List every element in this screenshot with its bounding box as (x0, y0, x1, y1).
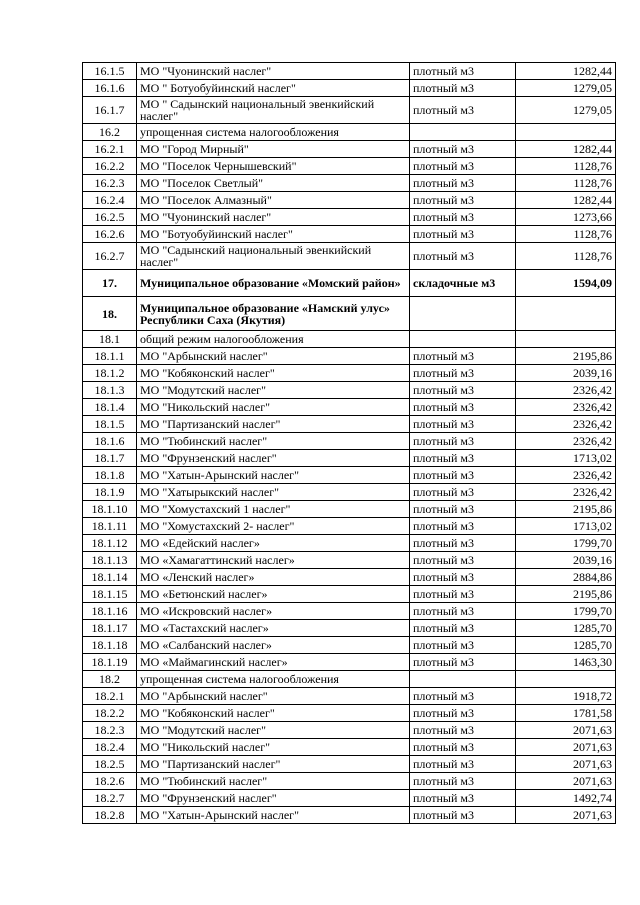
municipality-header-row (83, 297, 616, 331)
unit-cell: плотный м3 (410, 175, 516, 192)
table-row (83, 158, 616, 175)
unit-cell: плотный м3 (410, 705, 516, 722)
unit-cell: плотный м3 (410, 467, 516, 484)
table-row (83, 209, 616, 226)
unit-cell: складочные м3 (410, 270, 516, 297)
municipality-name: МО "Никольский наслег" (137, 399, 410, 416)
unit-cell: плотный м3 (410, 382, 516, 399)
row-number: 18.2.8 (83, 807, 137, 824)
row-number: 18.1.1 (83, 348, 137, 365)
municipality-name: МО "Никольский наслег" (137, 739, 410, 756)
price-cell: 2884,86 (516, 569, 616, 586)
unit-cell (410, 671, 516, 688)
municipality-name: МО "Арбынский наслег" (137, 348, 410, 365)
row-number: 18.2.7 (83, 790, 137, 807)
table-row (83, 535, 616, 552)
unit-cell: плотный м3 (410, 484, 516, 501)
row-number: 18.1.2 (83, 365, 137, 382)
tax-regime-label: упрощенная система налогообложения (137, 124, 410, 141)
price-cell: 2326,42 (516, 416, 616, 433)
row-number: 18.1.10 (83, 501, 137, 518)
row-number: 16.2.1 (83, 141, 137, 158)
price-cell: 2326,42 (516, 382, 616, 399)
row-number: 18.1.5 (83, 416, 137, 433)
price-cell: 2071,63 (516, 722, 616, 739)
price-cell: 2326,42 (516, 484, 616, 501)
row-number: 18.1.6 (83, 433, 137, 450)
row-number: 16.1.6 (83, 80, 137, 97)
table-row (83, 63, 616, 80)
table-row (83, 416, 616, 433)
unit-cell: плотный м3 (410, 158, 516, 175)
municipality-name: МО "Тюбинский наслег" (137, 773, 410, 790)
row-number: 17. (83, 270, 137, 297)
municipality-name: МО "Тюбинский наслег" (137, 433, 410, 450)
unit-cell: плотный м3 (410, 552, 516, 569)
municipality-name: МО "Чуонинский наслег" (137, 209, 410, 226)
row-number: 16.2.6 (83, 226, 137, 243)
unit-cell: плотный м3 (410, 620, 516, 637)
municipality-name: МО "Поселок Светлый" (137, 175, 410, 192)
price-cell: 2071,63 (516, 807, 616, 824)
row-number: 18.1.17 (83, 620, 137, 637)
price-cell: 1128,76 (516, 158, 616, 175)
municipality-name: МО " Садынский национальный эвенкийский наслег" (137, 97, 410, 124)
unit-cell: плотный м3 (410, 80, 516, 97)
table-row (83, 141, 616, 158)
row-number: 18.2.4 (83, 739, 137, 756)
unit-cell: плотный м3 (410, 569, 516, 586)
unit-cell: плотный м3 (410, 586, 516, 603)
unit-cell: плотный м3 (410, 365, 516, 382)
unit-cell: плотный м3 (410, 416, 516, 433)
row-number: 18.1.9 (83, 484, 137, 501)
table-row (83, 586, 616, 603)
municipality-name: МО "Чуонинский наслег" (137, 63, 410, 80)
municipality-name: МО «Салбанский наслег» (137, 637, 410, 654)
unit-cell: плотный м3 (410, 688, 516, 705)
table-row (83, 382, 616, 399)
municipality-name: МО "Поселок Алмазный" (137, 192, 410, 209)
row-number: 16.2.3 (83, 175, 137, 192)
price-cell: 2195,86 (516, 501, 616, 518)
unit-cell: плотный м3 (410, 773, 516, 790)
table-row (83, 790, 616, 807)
row-number: 18.2.2 (83, 705, 137, 722)
unit-cell: плотный м3 (410, 603, 516, 620)
row-number: 18.2.1 (83, 688, 137, 705)
row-number: 18.2.6 (83, 773, 137, 790)
price-cell: 2195,86 (516, 348, 616, 365)
row-number: 16.2.5 (83, 209, 137, 226)
municipality-name: МО «Тастахский наслег» (137, 620, 410, 637)
price-cell: 1282,44 (516, 63, 616, 80)
municipality-header-row (83, 270, 616, 297)
price-table-body (83, 63, 616, 824)
section-row (83, 331, 616, 348)
table-row (83, 552, 616, 569)
table-row (83, 722, 616, 739)
unit-cell: плотный м3 (410, 192, 516, 209)
price-cell (516, 331, 616, 348)
table-row (83, 739, 616, 756)
price-cell: 1918,72 (516, 688, 616, 705)
table-row (83, 518, 616, 535)
table-row (83, 705, 616, 722)
municipality-name: МО "Хатырыкский наслег" (137, 484, 410, 501)
municipality-name: МО "Модутский наслег" (137, 382, 410, 399)
tax-regime-label: упрощенная система налогообложения (137, 671, 410, 688)
price-cell: 1128,76 (516, 226, 616, 243)
unit-cell: плотный м3 (410, 226, 516, 243)
table-row (83, 365, 616, 382)
row-number: 18.2.3 (83, 722, 137, 739)
row-number: 18.1 (83, 331, 137, 348)
price-cell: 1279,05 (516, 80, 616, 97)
unit-cell: плотный м3 (410, 209, 516, 226)
price-cell (516, 297, 616, 331)
row-number: 16.2.7 (83, 243, 137, 270)
municipality-name: МО "Хомустахский 2- наслег" (137, 518, 410, 535)
price-cell: 2326,42 (516, 433, 616, 450)
unit-cell: плотный м3 (410, 501, 516, 518)
unit-cell: плотный м3 (410, 756, 516, 773)
municipality-name: МО «Бетюнский наслег» (137, 586, 410, 603)
table-row (83, 450, 616, 467)
price-cell: 1273,66 (516, 209, 616, 226)
row-number: 18.1.18 (83, 637, 137, 654)
municipality-name: МО "Хатын-Арынский наслег" (137, 807, 410, 824)
municipality-name: МО "Модутский наслег" (137, 722, 410, 739)
price-cell: 1282,44 (516, 141, 616, 158)
price-cell: 2195,86 (516, 586, 616, 603)
unit-cell: плотный м3 (410, 722, 516, 739)
table-row (83, 467, 616, 484)
price-cell: 2071,63 (516, 773, 616, 790)
table-row (83, 226, 616, 243)
municipality-name: МО "Садынский национальный эвенкийский наслег" (137, 243, 410, 270)
row-number: 16.1.5 (83, 63, 137, 80)
price-cell: 1713,02 (516, 450, 616, 467)
unit-cell: плотный м3 (410, 348, 516, 365)
price-cell: 1279,05 (516, 97, 616, 124)
municipality-name: МО «Искровский наслег» (137, 603, 410, 620)
row-number: 18.1.8 (83, 467, 137, 484)
unit-cell: плотный м3 (410, 535, 516, 552)
price-cell: 1492,74 (516, 790, 616, 807)
row-number: 18.1.4 (83, 399, 137, 416)
table-row (83, 433, 616, 450)
row-number: 18. (83, 297, 137, 331)
unit-cell: плотный м3 (410, 399, 516, 416)
table-row (83, 807, 616, 824)
row-number: 18.2 (83, 671, 137, 688)
municipality-name: МО " Ботуобуйинский наслег" (137, 80, 410, 97)
row-number: 18.1.19 (83, 654, 137, 671)
municipality-name: МО "Фрунзенский наслег" (137, 450, 410, 467)
row-number: 16.2.2 (83, 158, 137, 175)
municipality-name: МО «Маймагинский наслег» (137, 654, 410, 671)
table-row (83, 175, 616, 192)
unit-cell: плотный м3 (410, 518, 516, 535)
table-row (83, 637, 616, 654)
municipality-name: МО "Арбынский наслег" (137, 688, 410, 705)
price-cell: 1799,70 (516, 535, 616, 552)
table-row (83, 80, 616, 97)
price-cell: 1781,58 (516, 705, 616, 722)
municipality-name: МО "Хомустахский 1 наслег" (137, 501, 410, 518)
price-cell: 1128,76 (516, 175, 616, 192)
unit-cell: плотный м3 (410, 433, 516, 450)
municipality-name: Муниципальное образование «Намский улус» Республики Саха (Якутия) (137, 297, 410, 331)
unit-cell: плотный м3 (410, 243, 516, 270)
price-cell: 2071,63 (516, 739, 616, 756)
municipality-name: Муниципальное образование «Момский район» (137, 270, 410, 297)
unit-cell (410, 297, 516, 331)
municipality-name: МО "Кобяконский наслег" (137, 365, 410, 382)
municipality-name: МО "Хатын-Арынский наслег" (137, 467, 410, 484)
municipality-name: МО "Партизанский наслег" (137, 756, 410, 773)
row-number: 18.1.7 (83, 450, 137, 467)
table-row (83, 484, 616, 501)
unit-cell (410, 124, 516, 141)
row-number: 18.1.3 (83, 382, 137, 399)
table-row (83, 501, 616, 518)
table-row (83, 399, 616, 416)
price-cell: 1463,30 (516, 654, 616, 671)
unit-cell: плотный м3 (410, 63, 516, 80)
table-row (83, 569, 616, 586)
table-row (83, 243, 616, 270)
municipality-name: МО «Хамагаттинский наслег» (137, 552, 410, 569)
price-cell (516, 671, 616, 688)
section-row (83, 124, 616, 141)
municipality-name: МО "Партизанский наслег" (137, 416, 410, 433)
table-row (83, 97, 616, 124)
price-cell: 1128,76 (516, 243, 616, 270)
table-row (83, 773, 616, 790)
unit-cell: плотный м3 (410, 637, 516, 654)
table-row (83, 654, 616, 671)
unit-cell: плотный м3 (410, 97, 516, 124)
price-cell: 2071,63 (516, 756, 616, 773)
price-cell: 1285,70 (516, 620, 616, 637)
row-number: 18.1.15 (83, 586, 137, 603)
unit-cell: плотный м3 (410, 141, 516, 158)
municipality-name: МО "Кобяконский наслег" (137, 705, 410, 722)
row-number: 18.1.13 (83, 552, 137, 569)
row-number: 16.2.4 (83, 192, 137, 209)
unit-cell (410, 331, 516, 348)
table-row (83, 603, 616, 620)
price-cell: 1594,09 (516, 270, 616, 297)
municipality-name: МО "Город Мирный" (137, 141, 410, 158)
row-number: 16.2 (83, 124, 137, 141)
unit-cell: плотный м3 (410, 739, 516, 756)
unit-cell: плотный м3 (410, 450, 516, 467)
row-number: 18.1.12 (83, 535, 137, 552)
row-number: 18.1.16 (83, 603, 137, 620)
price-cell (516, 124, 616, 141)
price-cell: 2039,16 (516, 365, 616, 382)
unit-cell: плотный м3 (410, 807, 516, 824)
price-cell: 1713,02 (516, 518, 616, 535)
table-row (83, 688, 616, 705)
row-number: 18.2.5 (83, 756, 137, 773)
municipality-name: МО "Ботуобуйинский наслег" (137, 226, 410, 243)
price-cell: 1799,70 (516, 603, 616, 620)
price-cell: 1285,70 (516, 637, 616, 654)
tax-regime-label: общий режим налогообложения (137, 331, 410, 348)
price-cell: 2326,42 (516, 467, 616, 484)
row-number: 16.1.7 (83, 97, 137, 124)
price-cell: 1282,44 (516, 192, 616, 209)
price-cell: 2039,16 (516, 552, 616, 569)
municipality-name: МО «Ленский наслег» (137, 569, 410, 586)
price-table (82, 62, 616, 824)
section-row (83, 671, 616, 688)
row-number: 18.1.14 (83, 569, 137, 586)
row-number: 18.1.11 (83, 518, 137, 535)
unit-cell: плотный м3 (410, 654, 516, 671)
table-row (83, 192, 616, 209)
municipality-name: МО "Фрунзенский наслег" (137, 790, 410, 807)
municipality-name: МО "Поселок Чернышевский" (137, 158, 410, 175)
table-row (83, 348, 616, 365)
table-row (83, 620, 616, 637)
price-cell: 2326,42 (516, 399, 616, 416)
table-row (83, 756, 616, 773)
unit-cell: плотный м3 (410, 790, 516, 807)
municipality-name: МО «Едейский наслег» (137, 535, 410, 552)
